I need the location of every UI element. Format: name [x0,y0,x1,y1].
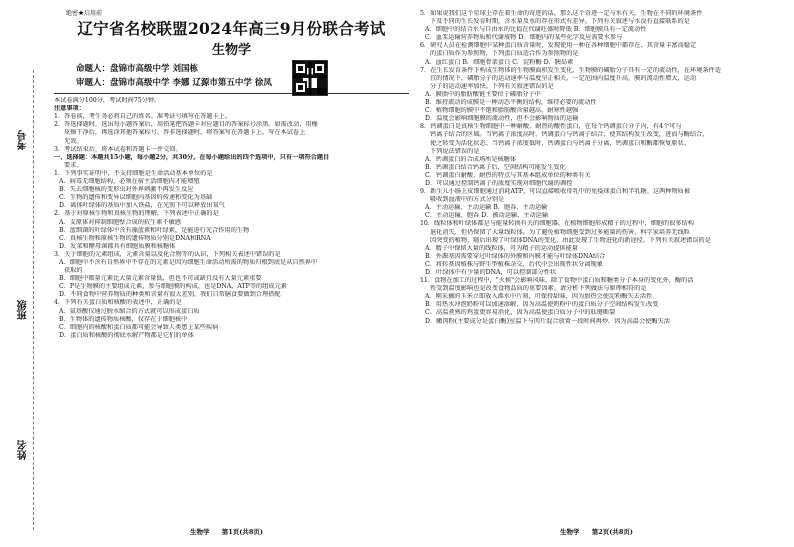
text-line: 宜的情况下，磷脂分子的运动速率与温度呈正相关，一定范围内温度升高，膜的流动性增大，运动 [430,74,697,82]
reviewer-line: 审题人：盘锦市高级中学 李娜 辽源市第五中学 徐凤 [76,78,272,89]
text-line: D．离体叶绿体的基质中加入铁盐，在光照下可以释放出氧气 [59,202,225,210]
text-line: C．血浆运输营养物质和代谢废物 D．细胞内的某些化学反应需要水参与 [425,34,623,42]
text-line: B．蓝细菌的叶绿体中含有藻蓝素和叶绿素，是能进行光合作用的生物 [59,226,250,234]
text-line: A．血红蛋白 B．细胞骨架蛋白 C．淀粉酶 D．胰岛素 [425,58,574,66]
text-line: 皮擦干净后，再选涂其他答案标号。答非选择题时，将答案写在答题卡上。写在本试卷上 [64,129,306,137]
text-line: B．失去细胞核的变形虫对外界刺激不再发生反应 [59,186,194,194]
text-line: 要求。 [64,161,83,169]
text-line: 9．新生儿小肠上皮细胞通过消耗ATP，可以直接吸收母乳中的免疫球蛋白和半乳糖。这两种物质被 [420,188,691,196]
text-line: A．钙调蛋白的合成场所是核糖体 [425,155,517,163]
qr-code-icon [292,60,328,96]
text-line: 2．答选择题时，选出每小题答案后，用铅笔把答题卡对应题目的答案标号涂黑。如需改动，用橡 [54,121,318,129]
text-line: 8．钙调蛋白是真核生物细胞中一种耐酸、耐热的酸性蛋白，在每个钙调蛋白分子内，有4个可与 [420,123,682,131]
text-line: D．温度会影响细胞膜的流动性，但不会影响物质的运输 [425,115,579,123]
text-line: C．将转基因植株与野生型植株杂交，后代中会出现性状分离现象 [425,260,603,268]
text-line: A．病毒无细胞结构，必须在宿主活细胞内才能增殖 [59,178,200,186]
text-line: C．细胞内的核酸和蛋白质都可能会导致人类患上某些疾病 [59,323,219,331]
text-line: C．植物细胞的膜中不饱和脂肪酸含量越高，耐寒性越强 [425,107,579,115]
text-line: D．叶绿体中有少量的DNA，可以控制部分性状 [425,269,557,276]
text-line: 2．基于对原核生物和真核生物的理解，下列表述中正确的是 [54,210,219,218]
left-column [54,10,409,340]
text-line: 性受到温度影响也是改变食物品质的重要因素。请分析下列做法与原理相符的是 [430,285,647,293]
text-line: B．外源基因需要穿过叶绿体的外膜和内膜才能与叶绿体DNA结合 [425,252,606,260]
text-line: 钙离子结合的区域。当钙离子浓度高时，钙调蛋白与钙离子结合，使其结构发生改变，进而与酶结合， [430,131,709,139]
text-line: 3．关于细胞的元素组成，元素含量以及化合物等的认识，下列相关表述中错误的是 [54,250,281,258]
subject-title: 生物学 [211,43,251,59]
text-line: C．P是生物膜的主要组成元素，参与细胞膜的构成，也是DNA、ATP等的组成元素 [59,283,287,291]
text-line: A．细胞中不含有自然界中不存在的元素是因为细胞生命活动所需的物质归根到底是从自然界中 [59,258,318,266]
text-line: 获取的 [64,267,83,275]
author-line: 命题人：盘锦市高级中学 刘国栋 [76,64,198,75]
text-line: B．钙调蛋白结合钙离子后，空间结构可能发生变化 [425,163,566,171]
cut-line [33,70,34,530]
text-line: 吸收到血液中的方式分别是 [430,196,505,204]
text-line: A．氨基酸仅通过脱水缩合的方式就可以形成蛋白质 [59,307,200,315]
text-line: A．细胞中的结合水与自由水的比值在代谢旺盛时降低 B．细胞膜具有一定流动性 [425,26,647,34]
text-line: 1．下列事实证明中，不支持细胞是生命活动基本单位的是 [54,169,213,177]
text-line: C．真核生物和原核生物的遗传物质分别是DNA和RNA [59,234,211,242]
text-line: B．细胞中微量元素比大量元素含量低，但也不可或缺且没有大量元素重要 [59,275,262,283]
secret-mark: 绝密★启用前 [66,10,103,17]
text-line: C．高温煮熟的鸡蛋更容易消化，因为高温使蛋白质分子中的肽键断裂 [425,309,616,317]
right-column [420,10,782,326]
text-line: C．主动运输、胞吞 D．被动运输、主动运输 [425,212,549,220]
name-label: 姓名 [18,440,29,460]
text-line: B．维持流动的成膜是一种动态平衡的结构，维持必要的流动性 [425,99,597,107]
footer-subject: 生物学 [560,528,580,536]
text-line: 本试卷满分100分，考试时间75分钟。 [54,97,161,105]
text-line: 5．如果说我们这个星球上存在着生命的奇迹的话，那么这个奇迹一定与水有关。生物在不同的环境条件 [420,10,703,17]
text-line: 注意事项： [54,105,85,113]
text-line: A．主动运输、主动运输 B．胞吞、主动运输 [425,204,548,212]
exam-title: 辽宁省名校联盟2024年高三9月份联合考试 [77,19,386,39]
text-line: 4．下列有关蛋白质和核酸的表述中，正确的是 [54,299,182,307]
text-line: D．嫩肉粉(主要成分是蛋白酶)室温下与肉片混合放置一段时间再炒，因为高温会使酶失活 [425,317,670,325]
text-line: 10．线粒体和叶绿体都是与能量转换有关的细胞器。在植物细胞形成精子的过程中，细胞的很多结构 [420,220,694,228]
text-line: D．蛋白质和核酸的彻底水解产物都是它们的单体 [59,331,194,339]
text-line: D．发菜和酵母菌都具有细胞质膜和核糖体 [59,242,176,250]
text-line: 下及不同的生长发育时期，含水量及水的存在形式有差异。下列有关叙述与水没有直接联系的是 [430,18,690,26]
text-line: 的蛋白质作为参照物，下列蛋白质适合作为参照物的是 [430,50,579,58]
right-body [420,10,782,326]
text-line: 无效。 [64,137,83,145]
divider [54,93,409,94]
right-footer [560,527,633,536]
text-line: 使之转变为活化状态。当钙离子浓度低时，钙调蛋白与钙离子分离，钙调蛋白和酶都恢复原状。 [430,139,690,147]
text-line: D．可以通过控制钙离子的浓度实现对细胞代谢的调控 [425,179,573,187]
text-line: 7．在生长发育条件下构成生物体的生物膜面积发生变化，生物膜的磷脂分子具有一定的流动性，在环境条件适 [420,66,721,74]
class-label: 班级 [18,300,29,320]
text-line: C．钙调蛋白耐酸、耐热的特点与其基本组成单位的种类有关 [425,171,591,179]
text-line: D．不同食物中营养物质的种类和含量有很大差别，我们日常膳食要做到合理搭配 [59,291,281,299]
exam-number-label: 考号 [18,130,29,150]
text-line: 3．考试结束后，将本试卷和答题卡一并交回。 [54,145,182,153]
text-line: A．精子中保留大量的线粒体，可为精子的运动提供能量 [425,244,578,252]
text-line: 6．研究人员在检测细胞中某种蛋白质含量时，发现使用一种在各种细胞中都存在、其含量丰富而稳定 [420,42,697,50]
text-line: B．生物体的遗传物质核酸，仅存在于细胞核中 [59,315,188,323]
footer-page: 第2页(共8页) [591,528,633,536]
text-line: 退化消失，但仍保留了大量线粒体。为了避免植物细胞受到过多能量的伤害，科学家培养无线粒 [430,228,690,236]
text-line: 下列说法错误的是 [430,147,480,155]
text-line: 11．食物在加工的过程中，"火候"会影响风味，除了食物中蛋白质和糖类分子本身的变化外，酶的活 [420,277,694,285]
text-line: A．支原体对抑制细胞壁合成的抗生素不敏感 [59,218,182,226]
left-footer [190,527,263,536]
text-line: C．生物的遗传和变异以细胞内基因的传递和变化为基础 [59,194,213,202]
text-line: 一、选择题：本题共15小题，每小题2分，共30分。在每小题给出的四个选项中，只有一项符合题目 [54,153,330,161]
text-line: B．用热水冲泡奶粉可以加速溶解，因为高温使奶粉中的蛋白质分子空间结构发生改变 [425,301,659,309]
footer-subject: 生物学 [190,528,210,536]
text-line: 因突变的植物，随后出现了叶绿体DNA的变化，由此发现了生物进化的新途径。下列有关叙述错误的是 [430,236,711,244]
text-line: A．刚采摘的玉米立即放入沸水中片刻，可保持甜味，因为加热会使淀粉酶失去活性 [425,293,653,301]
text-line: 分子的运动速率加快。下列有关叙述错误的是 [430,82,554,90]
text-line: A．膜脂中的脂肪酸链主要位于磷脂分子中 [425,90,541,98]
binding-margin [0,0,50,547]
footer-page: 第1页(共8页) [221,528,263,536]
left-body [54,97,409,340]
text-line: 1．答卷前，考生务必将自己的姓名、准考证号填写在答题卡上。 [54,113,232,121]
